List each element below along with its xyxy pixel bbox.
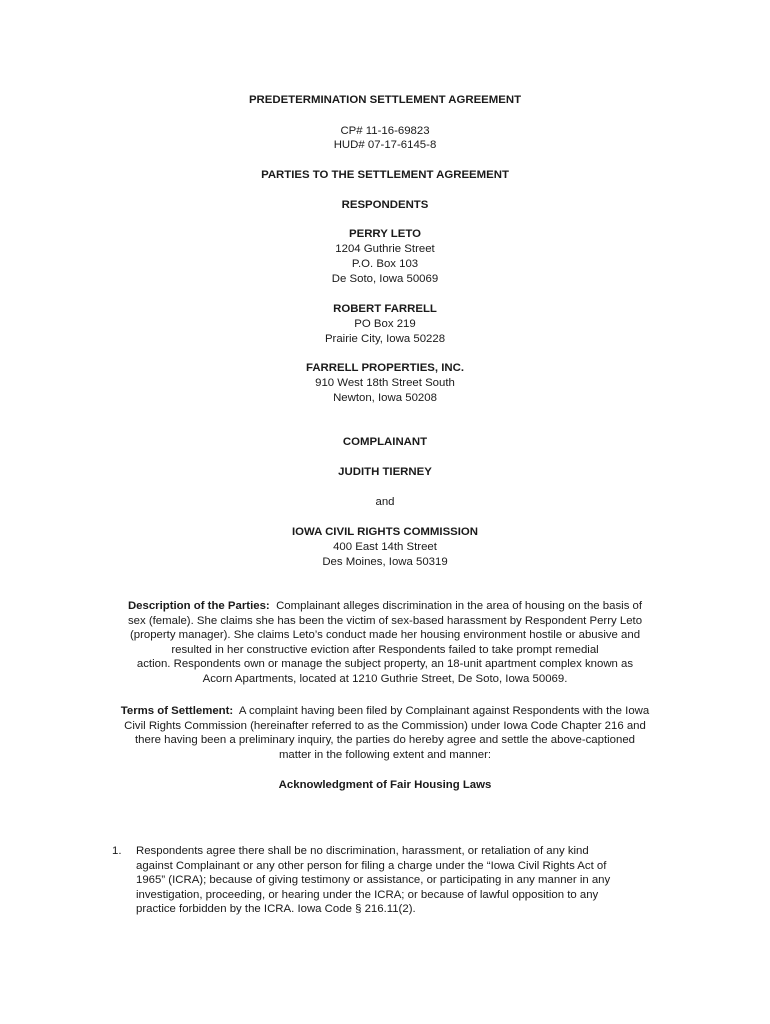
acknowledgment-heading: Acknowledgment of Fair Housing Laws	[278, 779, 492, 791]
list-item-line: investigation, proceeding, or hearing under the ICRA; or because of lawful opposition to any	[136, 888, 599, 901]
list-item-line: Respondents agree there shall be no discrimination, harassment, or retaliation of any kind	[136, 845, 589, 857]
description-line: (property manager). She claims Leto’s conduct made her housing environment hostile or abusive and	[129, 629, 641, 642]
description-paragraph	[90, 599, 680, 687]
respondent-name: FARRELL PROPERTIES, INC.	[305, 362, 464, 374]
respondent-address-line: Prairie City, Iowa 50228	[324, 333, 446, 345]
terms-line: matter in the following extent and manner:	[278, 748, 492, 761]
terms-label: Terms of Settlement:	[120, 705, 234, 717]
list-item-line: against Complainant or any other person for filing a charge under the “Iowa Civil Rights Act of	[136, 859, 607, 872]
respondents-heading: RESPONDENTS	[341, 199, 429, 211]
hud-number: HUD# 07-17-6145-8	[333, 139, 437, 151]
terms-line: A complaint having been filed by Complainant against Respondents with the Iowa	[238, 705, 650, 717]
respondent-address-line: PO Box 219	[354, 318, 416, 330]
description-line: Acorn Apartments, located at 1210 Guthrie Street, De Soto, Iowa 50069.	[202, 672, 568, 685]
terms-line: there having been a preliminary inquiry, the parties do hereby agree and settle the above-captioned	[134, 734, 636, 747]
commission-name: IOWA CIVIL RIGHTS COMMISSION	[291, 526, 479, 538]
description-line: action. Respondents own or manage the subject property, an 18-unit apartment complex known as	[136, 658, 634, 671]
terms-paragraph	[82, 704, 688, 762]
respondent-address-line: De Soto, Iowa 50069	[331, 273, 439, 285]
respondent-name: PERRY LETO	[349, 228, 421, 240]
list-item-line: practice forbidden by the ICRA. Iowa Code § 216.11(2).	[136, 903, 416, 916]
commission-address-line: Des Moines, Iowa 50319	[322, 556, 448, 568]
list-item-number: 1.	[112, 845, 122, 857]
list-item-line: 1965” (ICRA); because of giving testimony or assistance, or participating in any manner in any	[136, 874, 611, 887]
list-item-text	[136, 844, 666, 917]
description-line: resulted in her constructive eviction after Respondents failed to take prompt remedial	[171, 643, 599, 656]
cp-number: CP# 11-16-69823	[340, 125, 430, 137]
respondent-address-line: Newton, Iowa 50208	[333, 392, 437, 404]
document-title: PREDETERMINATION SETTLEMENT AGREEMENT	[248, 94, 522, 106]
complainant-heading: COMPLAINANT	[342, 436, 428, 448]
parties-heading: PARTIES TO THE SETTLEMENT AGREEMENT	[261, 169, 509, 181]
respondent-address-line: P.O. Box 103	[351, 258, 419, 270]
description-line: sex (female). She claims she has been the victim of sex-based harassment by Respondent Perry Leto	[127, 614, 643, 627]
commission-address-line: 400 East 14th Street	[333, 541, 437, 553]
respondent-address-line: 910 West 18th Street South	[315, 377, 455, 389]
description-line: Complainant alleges discrimination in the area of housing on the basis of	[276, 600, 643, 612]
respondent-address-line: 1204 Guthrie Street	[335, 243, 435, 255]
complainant-name: JUDITH TIERNEY	[338, 466, 432, 478]
respondent-name: ROBERT FARRELL	[333, 303, 437, 315]
terms-line: Civil Rights Commission (hereinafter referred to as the Commission) under Iowa Code Chapter 216 and	[124, 719, 646, 732]
description-label: Description of the Parties:	[127, 600, 270, 612]
and-text: and	[375, 496, 395, 508]
